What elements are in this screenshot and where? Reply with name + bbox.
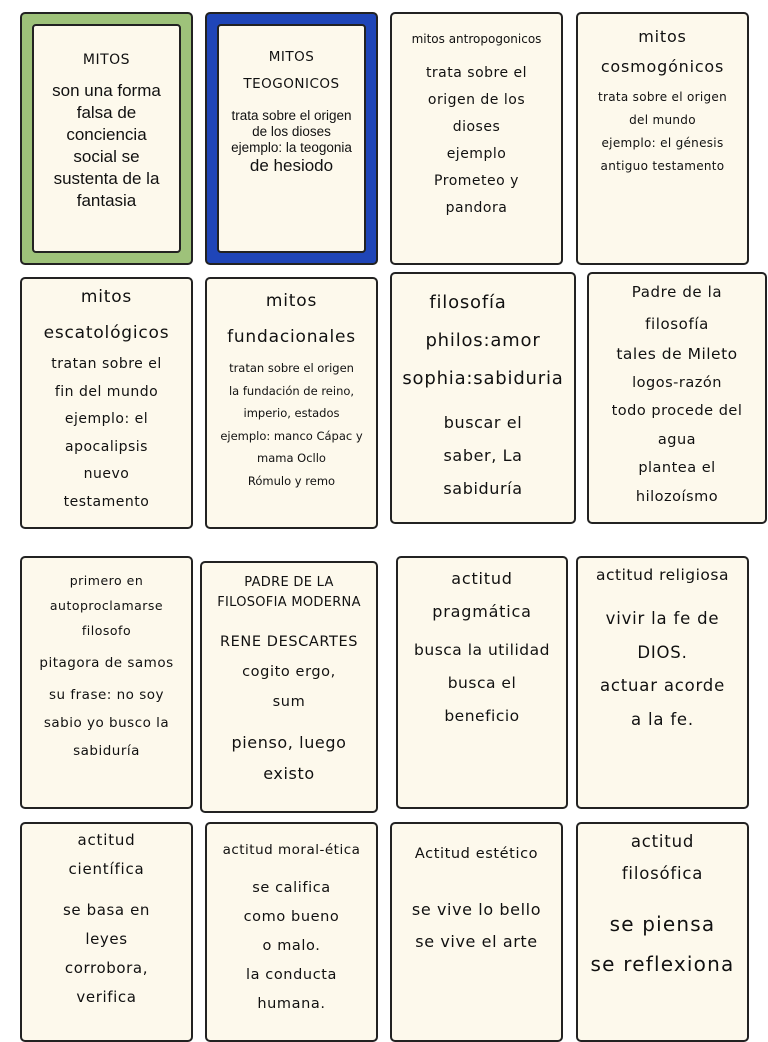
card-title: MITOS	[82, 52, 131, 68]
card-title: actitud religiosa	[596, 566, 729, 584]
card-text: agua	[657, 431, 697, 448]
card-text: primero en	[69, 573, 144, 588]
card-mitos-inner	[32, 24, 181, 253]
card-title: pragmática	[432, 602, 532, 621]
card-text: hilozoísmo	[635, 488, 719, 505]
card-title: filosofía	[645, 315, 709, 333]
card-text: sustenta de la	[53, 169, 160, 188]
card-text: del mundo	[629, 113, 696, 127]
card-text: cogito ergo,	[242, 664, 336, 680]
card-text: ejemplo: manco Cápac y	[220, 428, 363, 443]
card-text: buscar el	[443, 413, 523, 432]
card-text: todo procede del	[611, 403, 743, 419]
card-text: se califica	[252, 880, 331, 896]
card-title: Padre de la	[631, 283, 723, 301]
card-mitos	[20, 12, 193, 265]
card-text: beneficio	[444, 707, 520, 725]
card-text: verifica	[76, 988, 137, 1006]
card-title: actitud moral-ética	[222, 842, 361, 858]
card-text: Prometeo y	[434, 173, 519, 189]
card-title: actitud	[630, 832, 695, 851]
card-mitos-antropogonicos	[390, 12, 563, 265]
card-text: de los dioses	[252, 124, 331, 139]
card-text: ejemplo: la teogonia	[231, 140, 352, 155]
card-mitos-teogonicos-inner	[217, 24, 366, 253]
card-title: mitos antropogonicos	[411, 32, 542, 46]
card-text: se reflexiona	[590, 952, 735, 976]
card-text: o malo.	[262, 938, 321, 954]
card-title: MITOS	[268, 49, 315, 65]
card-text: imperio, estados	[243, 406, 340, 420]
card-text: tratan sobre el origen	[229, 361, 354, 375]
card-text: RENE DESCARTES	[219, 634, 359, 650]
card-title: philos:amor	[425, 330, 541, 351]
card-actitud-pragmatica	[396, 556, 568, 809]
card-title: TEOGONICOS	[243, 76, 340, 92]
card-text: nuevo	[83, 466, 130, 482]
card-text: se piensa	[609, 912, 716, 936]
card-actitud-estetico	[390, 822, 563, 1042]
card-text: DIOS.	[637, 642, 688, 662]
card-text: falsa de	[76, 103, 137, 122]
card-mitos-teogonicos	[205, 12, 378, 265]
card-text: antiguo testamento	[600, 159, 725, 173]
card-text: leyes	[85, 930, 128, 948]
card-filosofia	[390, 272, 576, 524]
card-text: saber, La	[443, 446, 523, 465]
card-text: trata sobre el origen	[598, 90, 727, 104]
card-title: mitos	[80, 287, 133, 307]
card-text: vivir la fe de	[605, 609, 720, 628]
card-text: trata sobre el	[425, 65, 528, 81]
card-text: actuar acorde	[599, 676, 726, 695]
card-text: fantasia	[76, 191, 137, 210]
card-title: científica	[68, 860, 145, 878]
card-text: se vive lo bello	[411, 900, 542, 919]
card-text: tales de Mileto	[616, 345, 738, 363]
card-mitos-fundacionales	[205, 277, 378, 529]
card-text: origen de los	[427, 92, 526, 108]
card-title: Actitud estético	[414, 846, 539, 862]
card-text: filosofo	[81, 623, 132, 638]
card-text: a la fe.	[631, 709, 694, 729]
card-text: mama Ocllo	[257, 451, 326, 465]
card-descartes	[200, 561, 378, 813]
card-actitud-religiosa	[576, 556, 749, 809]
card-text: ejemplo	[446, 146, 507, 162]
card-text: humana.	[257, 996, 326, 1012]
card-text: apocalipsis	[65, 438, 148, 455]
card-text: pitagora de samos	[39, 655, 174, 671]
card-actitud-moral-etica	[205, 822, 378, 1042]
card-text: plantea el	[638, 460, 716, 476]
card-text: Rómulo y remo	[247, 473, 336, 488]
card-title: filosófica	[621, 864, 704, 883]
card-text: sabiduría	[73, 743, 140, 759]
card-text: la fundación de reino,	[228, 383, 355, 398]
card-title: actitud	[77, 831, 136, 849]
card-text: se basa en	[62, 901, 151, 919]
card-text: conciencia	[66, 125, 147, 144]
card-text: ejemplo: el	[64, 411, 149, 427]
card-title: sophia:sabiduria	[402, 368, 564, 389]
card-title: filosofía	[429, 292, 507, 313]
card-text: trata sobre el origen	[231, 108, 352, 123]
card-text: dioses	[452, 119, 501, 135]
card-text: se vive el arte	[415, 932, 538, 951]
card-text: social se	[73, 147, 140, 166]
card-title: escatológicos	[43, 323, 170, 343]
card-text: la conducta	[245, 967, 338, 983]
card-text: busca la utilidad	[414, 641, 550, 659]
card-text: pandora	[445, 200, 508, 216]
card-title: PADRE DE LA	[244, 575, 334, 590]
card-text: pienso, luego	[231, 733, 347, 752]
card-padre-filosofia	[587, 272, 767, 524]
card-text: su frase: no soy	[48, 687, 165, 703]
card-text: busca el	[447, 674, 517, 692]
card-text: existo	[263, 764, 315, 783]
card-text: sabiduría	[443, 479, 523, 498]
card-text: son una forma	[52, 81, 161, 100]
card-text: sum	[272, 694, 306, 710]
card-text: como bueno	[243, 909, 340, 925]
card-text: corrobora,	[64, 959, 149, 977]
card-actitud-filosofica	[576, 822, 749, 1042]
card-title: FILOSOFIA MODERNA	[217, 595, 361, 610]
card-text: testamento	[63, 493, 150, 510]
card-text: sabio yo busco la	[43, 715, 170, 731]
card-text: tratan sobre el	[51, 356, 162, 372]
card-text: autoproclamarse	[49, 598, 164, 613]
card-title: actitud	[451, 569, 513, 588]
card-title: mitos	[265, 291, 318, 311]
card-title: cosmogónicos	[600, 57, 725, 76]
card-pitagoras	[20, 556, 193, 809]
card-title: mitos	[638, 27, 687, 46]
card-text: ejemplo: el génesis	[601, 136, 724, 150]
card-text: logos-razón	[632, 374, 722, 391]
card-text: fin del mundo	[54, 383, 159, 400]
card-actitud-cientifica	[20, 822, 193, 1042]
card-text: de hesiodo	[249, 156, 334, 175]
card-title: fundacionales	[227, 327, 356, 347]
card-mitos-escatologicos	[20, 277, 193, 529]
card-mitos-cosmogonicos	[576, 12, 749, 265]
